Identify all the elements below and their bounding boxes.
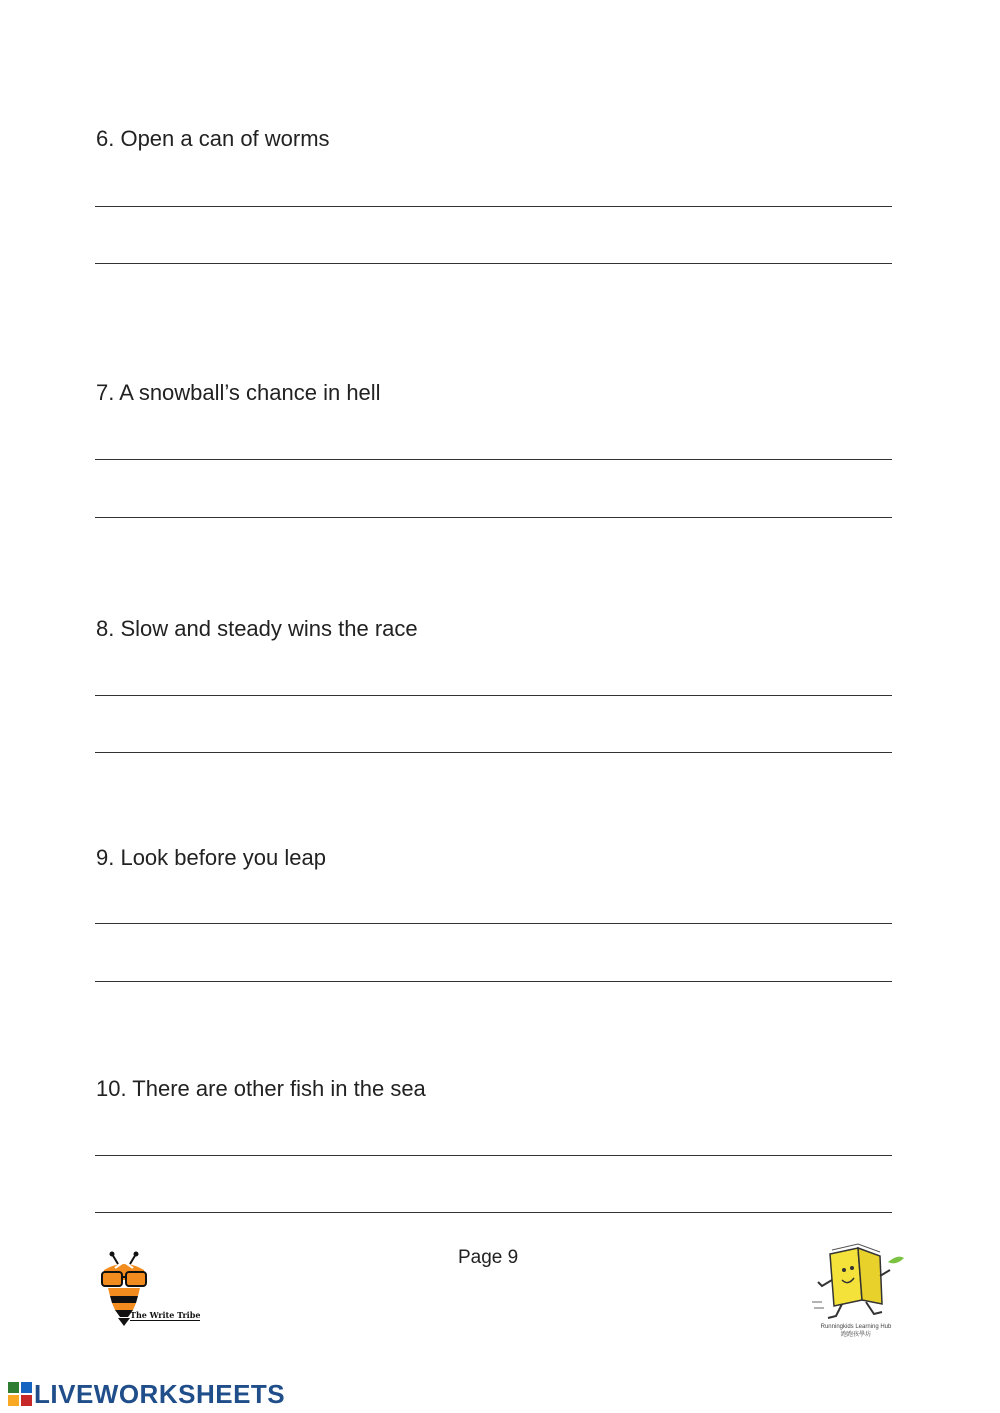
question-10: 10. There are other fish in the sea (96, 1076, 426, 1101)
write-tribe-logo-text: The Write Tribe (130, 1310, 201, 1320)
answer-line[interactable] (95, 981, 892, 982)
runningkids-logo-label: Runningkids Learning Hub (820, 1324, 892, 1330)
question-6: 6. Open a can of worms (96, 126, 330, 151)
liveworksheets-wordmark: LIVEWORKSHEETS (34, 1378, 286, 1409)
answer-line[interactable] (95, 923, 892, 924)
question-7: 7. A snowball’s chance in hell (96, 380, 381, 405)
question-8: 8. Slow and steady wins the race (96, 616, 418, 641)
answer-line[interactable] (95, 752, 892, 753)
liveworksheets-brand[interactable] (8, 1380, 285, 1408)
runningkids-logo (810, 1240, 905, 1325)
answer-line[interactable] (95, 206, 892, 207)
answer-line[interactable] (95, 459, 892, 460)
answer-line[interactable] (95, 263, 892, 264)
liveworksheets-logo-icon (8, 1382, 32, 1406)
answer-line[interactable] (95, 517, 892, 518)
answer-line[interactable] (95, 1212, 892, 1213)
runningkids-logo-text (806, 1323, 906, 1339)
answer-line[interactable] (95, 695, 892, 696)
answer-line[interactable] (95, 1155, 892, 1156)
question-9: 9. Look before you leap (96, 845, 326, 870)
runningkids-logo-label-cn: 跑跑孩學坊 (840, 1332, 871, 1338)
page-number: Page 9 (458, 1247, 519, 1268)
